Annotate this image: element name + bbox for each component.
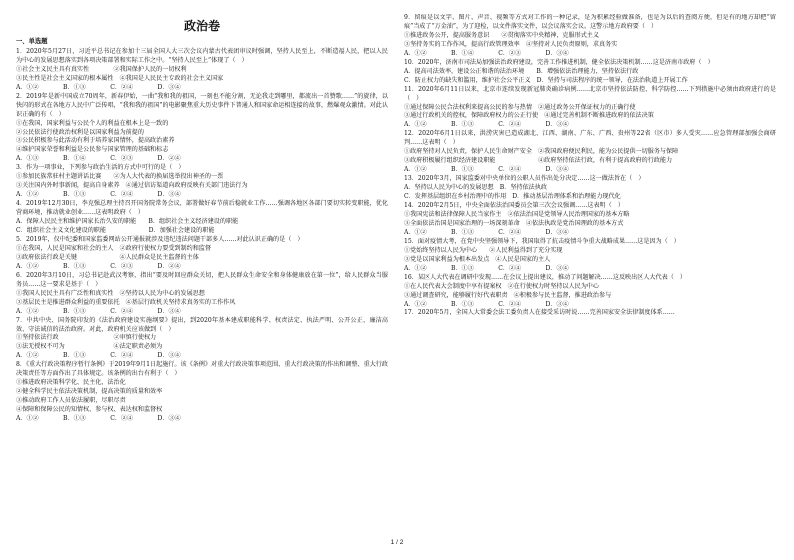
answer-options: A．保障人民民主和维护国家长治久安的职能 B．组织社会主义经济建设的职能 <box>16 218 239 226</box>
question-stem: 17．2020年5月，全国人大常委会法工委负责人在接受采访时说……完善国家安全法律制度体系…… <box>404 309 675 317</box>
statement-option: ③坚持务实的工作作风，提高行政管理效率 ④坚持对人民负责原则，求真务实 <box>404 40 618 48</box>
statement-option: ①参加民族常驻村主题讲话比赛 ②为人大代表的换届选举投出神圣的一票 <box>16 173 224 181</box>
right-column-body <box>404 14 776 318</box>
statement-option: ①社会主义民主具有真实性 ②我国保护人民的一切权利 <box>16 65 187 73</box>
question-stem: 1．2020年5月27日，习近平总书记在参加十三届全国人大三次会议内蒙古代表团审议时强调，坚持人民至上，不断造福人民，把以人民为中心的发展思想落实到各项决策部署和实际工作之中。“坚持人民至上”体现了（ ） <box>16 47 388 64</box>
question-stem: 9．留痕是以文字、图片、声音、视频等方式对工作的一种记录，是为积累经验做准备，也是为以后的查阅方便，但是有的地方却把“留痕”当成了“万金油”，为了迎检，以文件落实文件，以会议落实会议。这警示地方政府要（ ） <box>404 14 776 30</box>
statement-option: ①我国宪法和法律保障人民当家作主 ②依法治国是党领导人民治理国家的基本方略 <box>404 210 630 218</box>
question-stem: 4．2019年12月30日，李克强总理主持召开国务院常务会议，部署做好春节前后稳就业工作……强调各地区各部门要切实转变职能，优化营商环境，推动就业创业……这表明政府（ ） <box>16 200 388 217</box>
statement-option: ③政府依法行政是关键 ④人民群众是民主监督的主体 <box>16 253 199 261</box>
answer-options: A．①② B．①③ C．②④ D．③④ <box>16 415 181 423</box>
left-column-body <box>16 48 388 424</box>
statement-option: ③基层民主是推进群众利益的重要依托 ④基层行政机关坚持求真务实的工作作风 <box>16 298 236 306</box>
statement-option: ①通过保障公民合法权利来提高公民的参与热情 ②通过政务公开保证权力的正确行使 <box>404 103 636 111</box>
statement-option: ③关注国内外时事新闻，提高自身素养 ④通过信访渠道向政府反映有关部门违法行为 <box>16 182 248 190</box>
statement-option: ①在人民代表大会制度中享有提案权 ②在行使权力时坚持以人民为中心 <box>404 282 599 290</box>
statement-option: ③民主性是社会主义国家的根本属性 ④我国是人民民主专政的社会主义国家 <box>16 74 224 82</box>
answer-options: A．①② B．①③ C．②③ D．②④ <box>16 262 181 270</box>
question-stem: 7．中共中央、国务院印发的《法治政府建设实施纲要》提出，到2020年基本建成职能科学、权责法定、执法严明、公开公正、廉洁高效、守法诚信的法治政府。对此，政府机关应该做到（ ） <box>16 316 388 333</box>
question-stem: 8．《重大行政决策程序暂行条例》于2019年9月1日起施行。该《条例》对重大行政决策事项范围、重大行政决策的作出和调整、重大行政决策责任等方面作出了具体规定。该条例的出台有利于（ ） <box>16 361 388 378</box>
statement-option: ③公民积极参与此活动有利于培养家国情怀，提高政治素养 <box>16 137 175 145</box>
answer-options: A．①② B．①③ C．②④ D．③④ <box>404 166 569 174</box>
statement-option: ①坚持依法行政 ②审慎行使权力 <box>16 334 157 342</box>
answer-options: A．①② B．①③ C．②④ D．③④ <box>16 83 181 91</box>
statement-option: ③法无授权不可为 ④法定职责必须为 <box>16 343 163 351</box>
answer-options: C．防止权力的缺失和滥用，维护社会公平正义 D．坚持与司法程序的统一领导，在法治轨道上开展工作 <box>404 76 688 84</box>
answer-options: A．①② B．①④ C．②③ D．③④ <box>404 49 569 57</box>
answer-options: A．坚持以人民为中心的发展思想 B．坚持依法执政 <box>404 184 547 192</box>
section-heading: 一、单选题 <box>16 38 48 45</box>
question-stem: 16．某区人大代表在调研中发现……在会议上提出建议，推动了问题解决……这反映出区人大代表（ ） <box>404 273 686 281</box>
answer-options: A．①② B．①③ C．②④ D．③④ <box>404 300 569 308</box>
statement-option: ①推进政府决策科学化、民主化、法治化 <box>16 379 126 387</box>
statement-option: ③通过调查研究，能够履行好代表职责 ④积极参与民主监督，推进政治参与 <box>404 291 612 299</box>
statement-option: ①党始终坚持以人民为中心 ②人民利益得到了充分实现 <box>404 246 563 254</box>
statement-option: ①推进政务公开，提高服务意识 ②贯彻落实中央精神，克服形式主义 <box>404 31 599 39</box>
statement-option: ②健全科学民主依法决策机制，提高决策的质量和效率 <box>16 388 163 396</box>
statement-option: ①在我国，人民是国家和社会的主人 ②政府行使权力要受到制约和监督 <box>16 244 211 252</box>
answer-options: A．①② B．①③ C．②④ D．③④ <box>404 121 569 129</box>
answer-options: C．发挥基层组织在乡村治理中的作用 D．推动基层治理体系和治理能力现代化 <box>404 193 621 201</box>
statement-option: ④保障和保障公民的知情权、参与权、表达权和监督权 <box>16 406 163 414</box>
answer-options: A．①② B．①③ C．②④ D．③④ <box>16 352 181 360</box>
statement-option: ③党是以国家利益为根本出发点 ④人民是国家的主人 <box>404 255 551 263</box>
left-column <box>16 14 388 534</box>
statement-option: ②公民依法行使政治权利是以国家利益为前提的 <box>16 128 144 136</box>
question-stem: 12．2020年6月1日以来，洪涝灾害已造成湖北、江西、湖南、广东、广西、贵州等22省（区市）多人受灾……应急管理部加强会商研判……这表明（ ） <box>404 130 776 147</box>
page-number: 1 / 2 <box>390 539 404 546</box>
statement-option: ③推动政府工作人员依法履职，尽职尽责 <box>16 397 126 405</box>
answer-options: C．组织社会主义文化建设的职能 D．加强社会建设的职能 <box>16 227 215 235</box>
answer-options: A．①③ B．①④ C．②③ D．②④ <box>16 155 181 163</box>
statement-option: ③通过行政机关的控权，保障政府权力的公正行使 ④通过完善机制不断推进政府的依法决策 <box>404 112 654 120</box>
question-stem: 15．面对疫情大考，在党中央坚强领导下，我国取得了抗击疫情斗争重大战略成果……这是因为（ ） <box>404 237 680 245</box>
answer-options: A．提高司法效率，建设公正和谐的法治环境 B．增强依法治理能力，坚持依法行政 <box>404 67 639 75</box>
question-stem: 3．作为一项事业，下列参与政治生活的方式中可行的是（ ） <box>16 164 185 172</box>
question-stem: 13．2020年3月，国家监委对中央单位的公职人员作出处分决定……这一做法旨在（ ） <box>404 175 645 183</box>
question-stem: 10．2020年，济南市司法局加强法治政府建设，完善工作推进机制，健全依法决策机制……这是济南市政府（ ） <box>404 58 714 66</box>
question-stem: 14．2020年2月5日，中央全面依法治国委员会第三次会议强调……这表明（ ） <box>404 202 624 210</box>
question-stem: 5．2019年，仅中纪委和国家监委网站公开通报就涉及违纪违法问题干部多人……对此认识正确的是（ ） <box>16 235 304 243</box>
answer-options: A．①② B．①③ C．②④ D．③④ <box>16 191 181 199</box>
right-column <box>404 14 776 534</box>
answer-options: A．①② B．①③ C．②④ D．③④ <box>16 307 181 315</box>
statement-option: ③全面依法治国是国家治理的一场深刻革命 ④依法执政是党治国理政的基本方式 <box>404 219 624 227</box>
statement-option: ③政府积极履行组织经济建设职能 ④政府坚持依法行政，有利于提高政府的行政能力 <box>404 157 673 165</box>
statement-option: ①政府坚持对人民负责，保护人民生命财产安全 ②我国政府便民利民，能为公民提供一切服务与保障 <box>404 148 679 156</box>
question-stem: 6．2020年3月10日，习总书记赴武汉考察，指出“要及时回应群众关切，把人民群众生命安全和身体健康放在第一位”，给人民群众当服务员……这一要求是基于（ ） <box>16 271 388 288</box>
answer-options: A．①② B．①③ C．②④ D．③④ <box>404 228 569 236</box>
statement-option: ①我国人民民主具有广泛性和真实性 ②坚持以人民为中心的发展思想 <box>16 289 205 297</box>
answer-options: A．①② B．①③ C．②④ D．③④ <box>404 264 569 272</box>
question-stem: 2．2019年是新中国成立70周年，新春伊始，一曲“我和我的祖国，一刻也不能分割，无论我走到哪里，都流出一首赞歌……”的旋律，以快闪的形式在各地方人民中广泛传唱，“我和我的祖国”的电影聚焦重大历史事件下普通人和国家命运相连接的故事，燃爆观众激情。对此认识正确的有（ ） <box>16 92 388 118</box>
statement-option: ①在我国，国家利益与公民个人的利益在根本上是一致的 <box>16 119 169 127</box>
page-title: 政治卷 <box>183 19 220 33</box>
statement-option: ④维护国家荣誉和利益是公民参与国家管理的基础和标志 <box>16 146 169 154</box>
question-stem: 11．2020年6月11日以来，北京市连续发现新冠肺炎确诊病例……北京市坚持依法防控、科学防控……下列措施中必须由政府进行的是（ ） <box>404 85 776 102</box>
